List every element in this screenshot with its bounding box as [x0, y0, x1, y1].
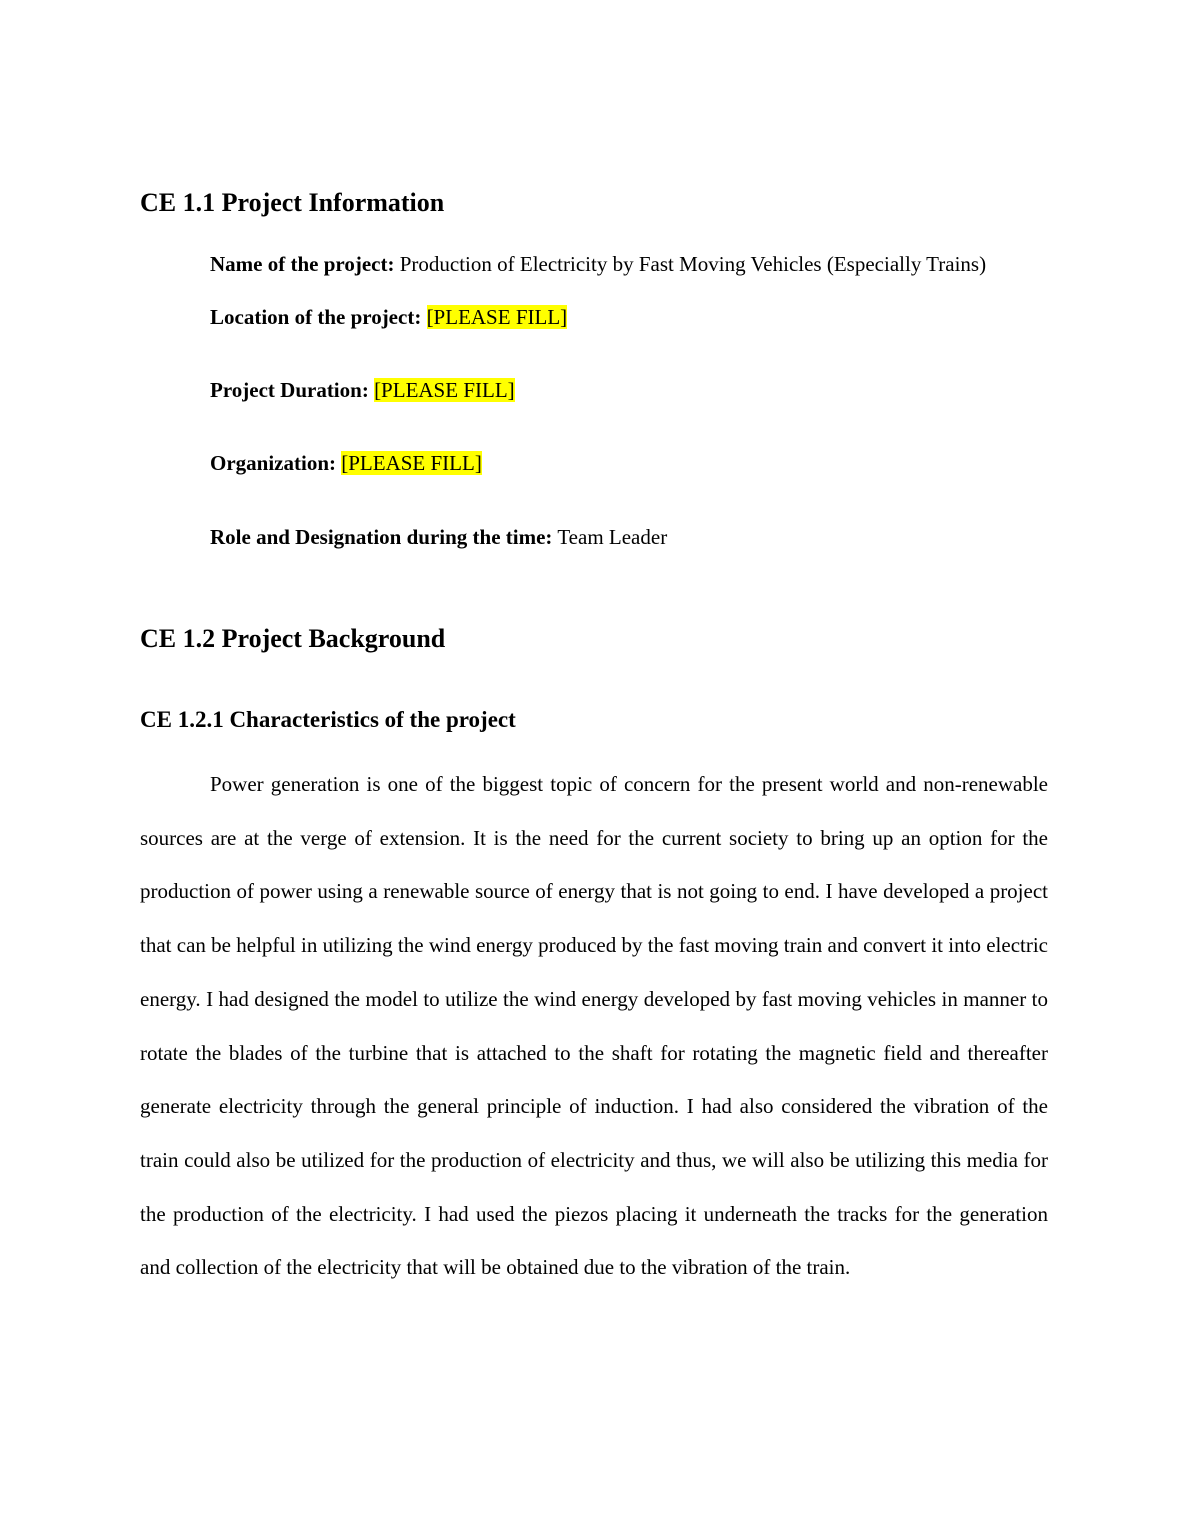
project-duration-value: [PLEASE FILL] [374, 378, 515, 402]
project-name-label: Name of the project: [210, 252, 395, 276]
organization-label: Organization: [210, 451, 336, 475]
project-location-line [210, 304, 1030, 330]
role-designation-line [210, 524, 1030, 550]
organization-line [210, 450, 1030, 476]
project-duration-label: Project Duration: [210, 378, 369, 402]
project-location-label: Location of the project: [210, 305, 422, 329]
role-designation-label: Role and Designation during the time: [210, 525, 553, 549]
project-name-line [210, 251, 1030, 277]
characteristics-paragraph: Power generation is one of the biggest topic of concern for the present world and non-renewable sources are at the verge of extension. It is the need for the current society to bring up an option for the production of power using a renewable source of energy that is not going to end. I have developed a project that can be helpful in utilizing the wind energy produced by the fast moving train and convert it into electric energy. I had designed the model to utilize the wind energy developed by fast moving vehicles in manner to rotate the blades of the turbine that is attached to the shaft for rotating the magnetic field and thereafter generate electricity through the general principle of induction. I had also considered the vibration of the train could also be utilized for the production of electricity and thus, we will also be utilizing this media for the production of the electricity. I had used the piezos placing it underneath the tracks for the generation and collection of the electricity that will be obtained due to the vibration of the train. [140, 772, 1048, 1280]
organization-value: [PLEASE FILL] [341, 451, 482, 475]
section-heading-project-information: CE 1.1 Project Information [140, 188, 445, 217]
project-duration-line [210, 377, 1030, 403]
role-designation-value: Team Leader [557, 525, 668, 549]
subsection-heading-characteristics: CE 1.2.1 Characteristics of the project [140, 707, 516, 732]
project-name-value: Production of Electricity by Fast Moving Vehicles (Especially Trains) [399, 252, 987, 276]
section-heading-project-background: CE 1.2 Project Background [140, 624, 446, 653]
project-location-value: [PLEASE FILL] [426, 305, 568, 329]
